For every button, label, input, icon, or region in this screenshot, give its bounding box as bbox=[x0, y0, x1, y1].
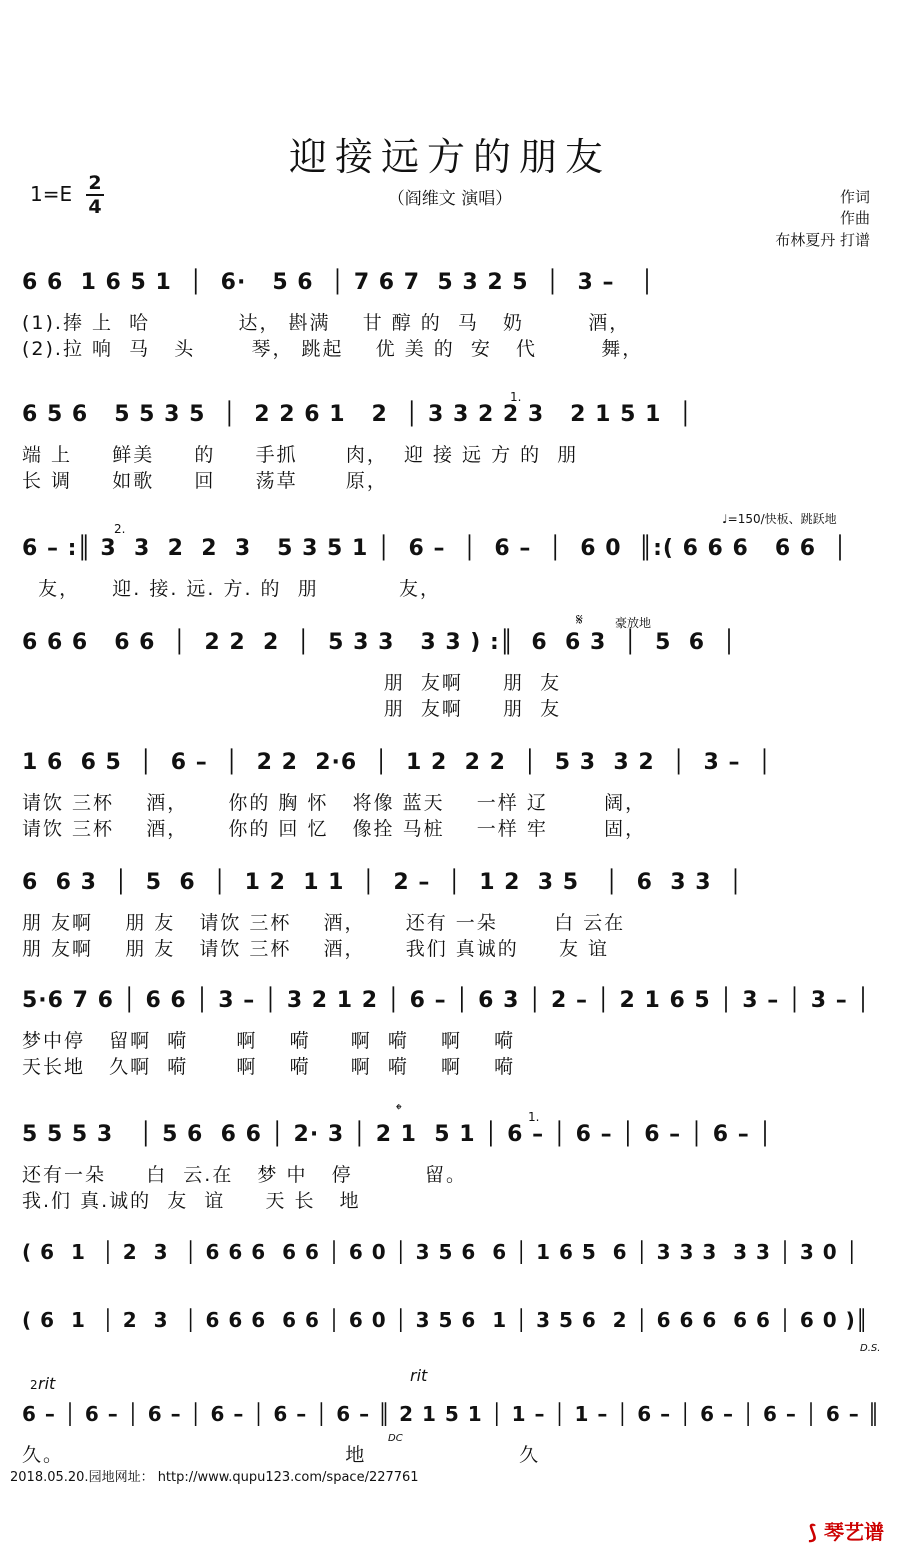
volta-2: 2. bbox=[114, 522, 126, 536]
score-notes-line: 6 – │ 6 – │ 6 – │ 6 – │ 6 – │ 6 – ║ 2 1 5 1 │ 1 – │ 1 – │ 6 – │ 6 – │ 6 – │ 6 – ║ bbox=[22, 1402, 881, 1426]
rit-mark: rit bbox=[38, 1374, 56, 1393]
brand-logo bbox=[808, 1516, 884, 1545]
volta-1: 1. bbox=[510, 390, 522, 404]
lyricist-credit: 作词 bbox=[839, 188, 870, 206]
score-notes-line: ( 6 1 │ 2 3 │ 6 6 6 6 6 │ 6 0 │ 3 5 6 1 │ 3 5 6 2 │ 6 6 6 6 6 │ 6 0 )║ bbox=[22, 1308, 869, 1332]
time-numerator: 2 bbox=[88, 172, 102, 194]
lyric-line: 友， 迎. 接. 远. 方. 的 朋 友， bbox=[22, 578, 442, 600]
lyric-line: 我.们 真.诚的 友 谊 天 长 地 bbox=[22, 1190, 361, 1212]
lyric-line: 朋 友啊 朋 友 bbox=[22, 672, 562, 694]
footer-text: 2018.05.20.园地网址： http://www.qupu123.com/space/227761 bbox=[10, 1470, 419, 1485]
dc-mark: DC bbox=[388, 1433, 403, 1444]
tempo-mark: ♩=150/快板、跳跃地 bbox=[722, 512, 837, 526]
composer-credit: 作曲 bbox=[839, 209, 870, 227]
score-notes-line: 6 6 3 │ 5 6 │ 1 2 1 1 │ 2 – │ 1 2 3 5 │ 6 3 3 │ bbox=[22, 870, 744, 895]
lyric-line: 天长地 久啊 嗬 啊 嗬 啊 嗬 啊 嗬 bbox=[22, 1056, 516, 1078]
lyric-line: 朋 友啊 朋 友 bbox=[22, 698, 562, 720]
coda-sign: 𝄌 bbox=[396, 1100, 402, 1119]
score-notes-line: 6 6 6 6 6 │ 2 2 2 │ 5 3 3 3 3 ) :║ 6 6 3 │ 5 6 │ bbox=[22, 630, 737, 655]
score-notes-line: 5 5 5 3 │ 5 6 6 6 │ 2· 3 │ 2 1 5 1 │ 6 – │ 6 – │ 6 – │ 6 – │ bbox=[22, 1122, 773, 1147]
score-notes-line: 6 6 1 6 5 1 │ 6· 5 6 │ 7 6 7 5 3 2 5 │ 3 – │ bbox=[22, 270, 655, 295]
rit-mark-2: rit bbox=[410, 1366, 428, 1385]
transcriber-credit: 布林夏丹 打谱 bbox=[775, 231, 870, 249]
logo-text: 琴艺谱 bbox=[824, 1520, 884, 1544]
page-title: 迎接远方的朋友 bbox=[288, 135, 611, 179]
lyric-line: (1).捧 上 哈 达， 斟满 甘 醇 的 马 奶 酒， bbox=[22, 312, 631, 334]
score-notes-line: 1 6 6 5 │ 6 – │ 2 2 2·6 │ 1 2 2 2 │ 5 3 3 2 │ 3 – │ bbox=[22, 750, 773, 775]
lyric-line: 朋 友啊 朋 友 请饮 三杯 酒， 还有 一朵 白 云在 bbox=[22, 912, 626, 934]
lyric-line: 请饮 三杯 酒， 你的 回 忆 像拴 马桩 一样 牢 固， bbox=[22, 818, 647, 840]
lyric-line: (2).拉 响 马 头 琴， 跳起 优 美 的 安 代 舞， bbox=[22, 338, 644, 360]
score-notes-line: ( 6 1 │ 2 3 │ 6 6 6 6 6 │ 6 0 │ 3 5 6 6 │ 1 6 5 6 │ 3 3 3 3 3 │ 3 0 │ bbox=[22, 1240, 859, 1264]
score-notes-line: 5·6 7 6 │ 6 6 │ 3 – │ 3 2 1 2 │ 6 – │ 6 3 │ 2 – │ 2 1 6 5 │ 3 – │ 3 – │ bbox=[22, 988, 871, 1013]
score-notes-line: 6 5 6 5 5 3 5 │ 2 2 6 1 2 │ 3 3 2 2 3 2 1 5 1 │ bbox=[22, 402, 693, 427]
lyric-line: 朋 友啊 朋 友 请饮 三杯 酒， 我们 真诚的 友 谊 bbox=[22, 938, 610, 960]
time-denominator: 4 bbox=[86, 194, 104, 218]
key-signature: 1=E bbox=[30, 182, 73, 206]
lyric-line: 端 上 鲜美 的 手抓 肉， 迎 接 远 方 的 朋 bbox=[22, 444, 579, 466]
score-notes-line: 6 – :║ 3 3 2 2 3 5 3 5 1 │ 6 – │ 6 – │ 6 0 ║:( 6 6 6 6 6 │ bbox=[22, 536, 848, 561]
volta-1b: 1. bbox=[528, 1110, 540, 1124]
lyric-line: 久。 地 久 bbox=[22, 1444, 541, 1466]
lyric-line: 还有一朵 白 云.在 梦 中 停 留。 bbox=[22, 1164, 467, 1186]
ds-mark: D.S. bbox=[860, 1343, 881, 1354]
expression-mark: 豪放地 bbox=[615, 616, 652, 630]
singer-credit: （阎维文 演唱） bbox=[387, 189, 513, 209]
lyric-line: 长 调 如歌 回 荡草 原， bbox=[22, 470, 388, 492]
lyric-line: 请饮 三杯 酒， 你的 胸 怀 将像 蓝天 一样 辽 阔， bbox=[22, 792, 647, 814]
volta-2b: 2 bbox=[30, 1378, 38, 1392]
logo-icon: ⟆ bbox=[807, 1520, 824, 1544]
lyric-line: 梦中停 留啊 嗬 啊 嗬 啊 嗬 啊 嗬 bbox=[22, 1030, 516, 1052]
segno-sign: 𝄋 bbox=[576, 610, 583, 629]
